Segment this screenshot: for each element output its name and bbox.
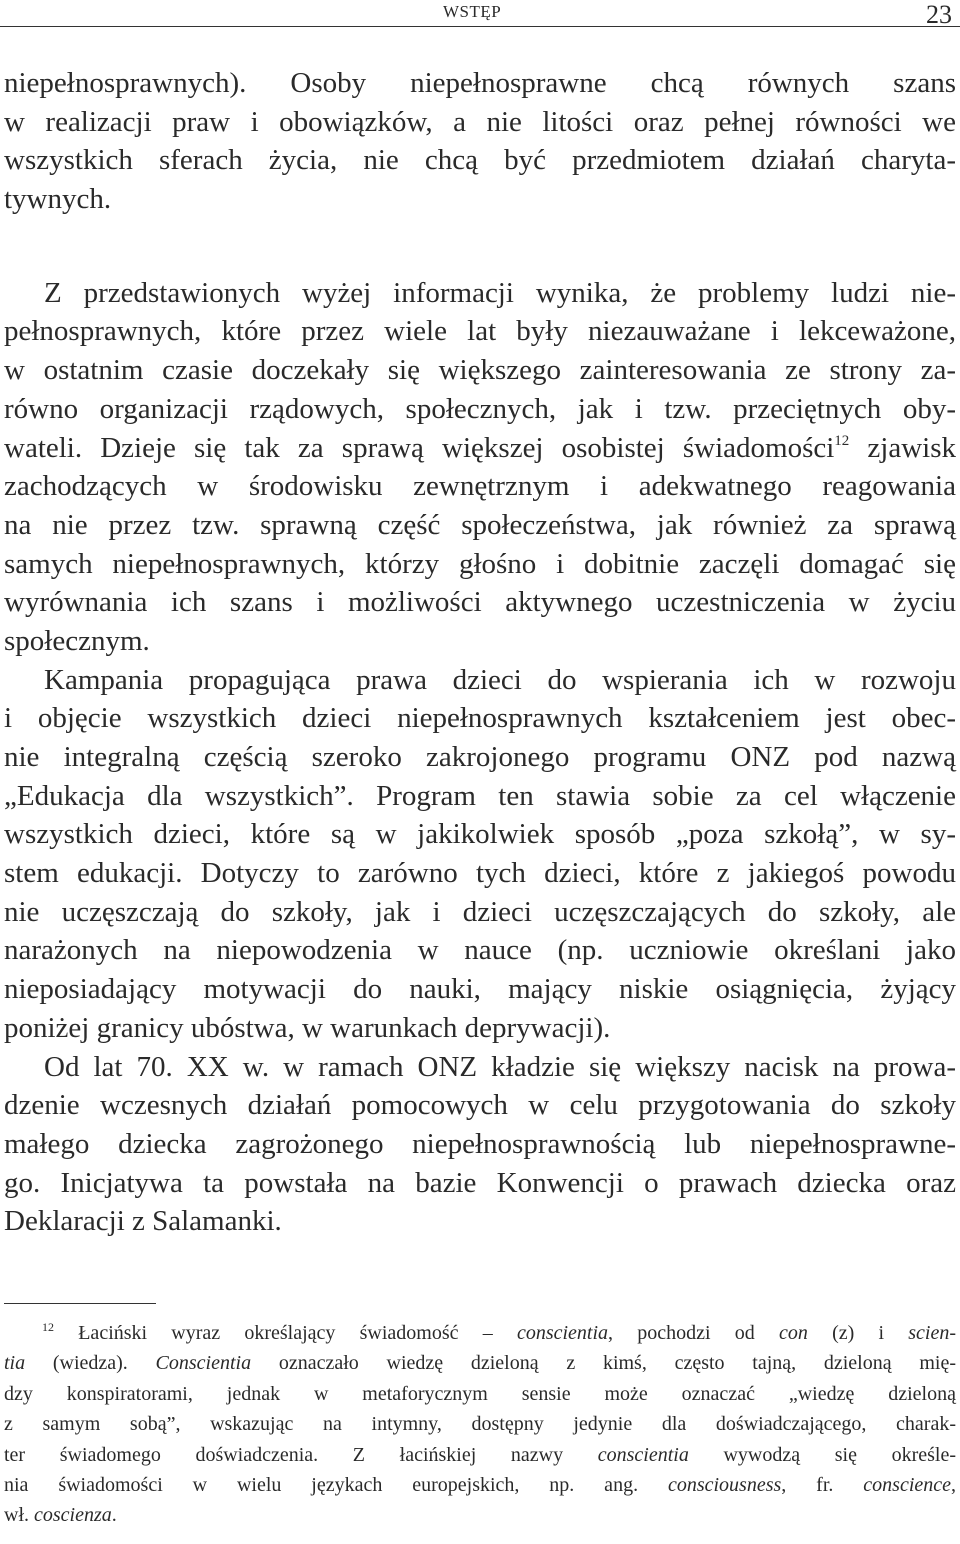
footnote: [4, 1318, 956, 1531]
text-line: „Edukacja dla wszystkich”. Program ten stawia sobie za cel włączenie: [4, 779, 956, 812]
text-line: Deklaracji z Salamanki.: [4, 1205, 282, 1238]
footnote-text: wł.: [4, 1504, 34, 1527]
text-line: na nie przez tzw. sprawną część społeczeństwa, jak również za sprawą: [4, 508, 956, 541]
running-title: WSTĘP: [443, 2, 502, 21]
footnote-line: z samym sobą”, wskazując na intymny, dostępny jedynie dla doświadczającego, charak-: [4, 1413, 956, 1436]
text-line: społecznym.: [4, 624, 150, 657]
text-line: nieposiadający motywacji do nauki, mający niskie osiągnięcia, żyjący: [4, 973, 956, 1006]
text-line: nie uczęszczają do szkoły, jak i dzieci uczęszczających do szkoły, ale: [4, 895, 956, 928]
text-line: równo organizacji rządowych, społecznych, jak i tzw. przeciętnych oby-: [4, 392, 956, 425]
footnote-line: [4, 1470, 956, 1500]
text-line: wyrównania ich szans i możliwości aktywnego uczestniczenia w życiu: [4, 586, 956, 619]
footnote-term: scien-: [908, 1322, 957, 1344]
footnote-line: [4, 1440, 956, 1470]
text-line: zachodzących w środowisku zewnętrznym i adekwatnego reagowania: [4, 470, 956, 503]
text-line: w realizacji praw i obowiązków, a nie litości oraz pełnej równości we: [4, 105, 956, 138]
footnote-text: Łaciński wyraz określający świadomość –: [78, 1322, 517, 1344]
footnote-text: ,: [951, 1473, 957, 1496]
footnote-text: (wiedza).: [25, 1352, 156, 1375]
text-line: go. Inicjatywa ta powstała na bazie Konwencji o prawach dziecka oraz: [4, 1166, 956, 1199]
text-segment: zjawisk: [849, 431, 956, 464]
paragraph: [4, 1048, 956, 1241]
footnote-text: wywodzą się określe-: [688, 1443, 957, 1466]
text-line: pełnosprawnych, które przez wiele lat były niezauważane i lekceważone,: [4, 315, 956, 348]
text-line: stem edukacji. Dotyczy to zarówno tych dzieci, które z jakiegoś powodu: [4, 857, 956, 890]
page-number: 23: [926, 0, 952, 29]
text-line: niepełnosprawnych). Osoby niepełnosprawne chcą równych szans: [4, 67, 956, 99]
text-line: Z przedstawionych wyżej informacji wynika, że problemy ludzi nie-: [44, 276, 956, 309]
text-line: Kampania propagująca prawa dzieci do wspierania ich w rozwoju: [44, 663, 956, 696]
footnote-text: , fr.: [781, 1473, 864, 1496]
footnote-term: con: [778, 1322, 808, 1344]
footnote-term: coscienza: [34, 1504, 112, 1527]
text-line: i objęcie wszystkich dzieci niepełnosprawnych kształceniem jest obec-: [4, 702, 956, 735]
footnote-term: Conscientia: [155, 1352, 252, 1375]
paragraph: [4, 661, 956, 1048]
text-line: poniżej granicy ubóstwa, w warunkach deprywacji).: [4, 1011, 611, 1044]
footnote-text: (z) i: [807, 1322, 909, 1344]
paragraph-gap: [4, 219, 956, 274]
footnote-term: conscientia: [597, 1443, 689, 1466]
text-line: Od lat 70. XX w. w ramach ONZ kładzie się większy nacisk na prowa-: [44, 1050, 956, 1083]
footnote-reference[interactable]: 12: [834, 432, 850, 449]
footnote-text: , pochodzi od: [608, 1322, 779, 1344]
footnote-term: conscientia: [516, 1322, 609, 1344]
body-text: [4, 64, 956, 1241]
footnote-separator: [4, 1303, 156, 1304]
text-line: narażonych na niepowodzenia w nauce (np. uczniowie określani jako: [4, 934, 956, 967]
footnote-text: nia świadomości w wielu językach europejskich, np. ang.: [4, 1473, 668, 1496]
footnote-line: [4, 1500, 956, 1530]
text-segment: wateli. Dzieje się tak za sprawą większej osobistej świadomości: [4, 431, 835, 464]
footnote-line: [4, 1348, 956, 1378]
text-line: w ostatnim czasie doczekały się większego zainteresowania ze strony za-: [4, 354, 956, 387]
footnote-term: conscience: [863, 1473, 952, 1496]
footnote-text: .: [111, 1504, 117, 1527]
text-line: tywnych.: [4, 183, 112, 216]
footnote-line: [4, 1318, 956, 1348]
footnote-text: oznaczało wiedzę dzieloną z kimś, często tajną, dzieloną mię-: [251, 1352, 956, 1375]
paragraph: [4, 64, 956, 219]
text-line: dzenie wczesnych działań pomocowych w celu przygotowania do szkoły: [4, 1089, 956, 1122]
paragraph: [4, 274, 956, 661]
text-line: małego dziecka zagrożonego niepełnosprawnością lub niepełnosprawne-: [4, 1127, 956, 1160]
text-line: wszystkich sferach życia, nie chcą być przedmiotem działań charyta-: [4, 144, 956, 177]
footnote-term: consciousness: [667, 1473, 782, 1496]
footnote-line: dzy konspiratorami, jednak w metaforycznym sensie może oznaczać „wiedzę dzieloną: [4, 1382, 956, 1405]
running-header: [0, 0, 960, 27]
text-line: samych niepełnosprawnych, którzy głośno i dobitnie zaczęli domagać się: [4, 547, 956, 580]
footnote-term: tia: [4, 1352, 26, 1375]
text-line: nie integralną częścią szeroko zakrojonego programu ONZ pod nazwą: [4, 741, 956, 773]
text-line-with-footnote: [4, 429, 956, 468]
text-line: wszystkich dzieci, które są w jakikolwiek sposób „poza szkołą”, w sy-: [4, 818, 956, 851]
footnote-number: 12: [42, 1320, 54, 1334]
footnote-text: ter świadomego doświadczenia. Z łacińskiej nazwy: [4, 1443, 598, 1466]
